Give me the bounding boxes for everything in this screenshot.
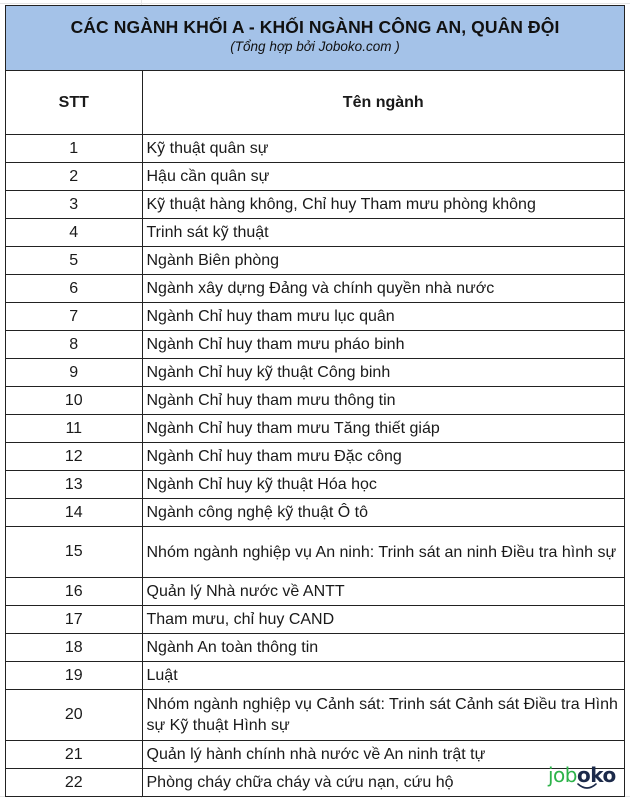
column-header-name: Tên ngành (142, 71, 624, 135)
table-row (6, 606, 624, 634)
major-name: Ngành Chỉ huy tham mưu Đặc công (142, 443, 624, 471)
row-number: 9 (6, 359, 142, 387)
major-name: Kỹ thuật hàng không, Chỉ huy Tham mưu phòng không (142, 191, 624, 219)
row-number: 19 (6, 662, 142, 690)
major-name: Nhóm ngành nghiệp vụ An ninh: Trinh sát an ninh Điều tra hình sự (142, 527, 624, 578)
row-number: 1 (6, 135, 142, 163)
major-name: Ngành Chỉ huy kỹ thuật Hóa học (142, 471, 624, 499)
row-number: 4 (6, 219, 142, 247)
row-number: 16 (6, 578, 142, 606)
row-number: 14 (6, 499, 142, 527)
major-name: Ngành Chỉ huy tham mưu Tăng thiết giáp (142, 415, 624, 443)
table-header-row (6, 71, 624, 135)
major-name: Hậu cần quân sự (142, 163, 624, 191)
major-name: Ngành công nghệ kỹ thuật Ô tô (142, 499, 624, 527)
table-row (6, 499, 624, 527)
joboko-watermark-logo (548, 763, 616, 793)
row-number: 15 (6, 527, 142, 578)
row-number: 8 (6, 331, 142, 359)
major-name: Quản lý hành chính nhà nước về An ninh trật tự (142, 741, 624, 769)
major-name: Ngành Chỉ huy kỹ thuật Công binh (142, 359, 624, 387)
major-name: Ngành Chỉ huy tham mưu pháo binh (142, 331, 624, 359)
table-row (6, 690, 624, 741)
column-header-stt: STT (6, 71, 142, 135)
major-name: Ngành xây dựng Đảng và chính quyền nhà nước (142, 275, 624, 303)
joboko-logo-icon (576, 783, 598, 791)
table-row (6, 135, 624, 163)
table-row (6, 415, 624, 443)
row-number: 10 (6, 387, 142, 415)
major-name: Trinh sát kỹ thuật (142, 219, 624, 247)
table-row (6, 634, 624, 662)
majors-table-sheet (5, 5, 625, 797)
major-name: Kỹ thuật quân sự (142, 135, 624, 163)
row-number: 2 (6, 163, 142, 191)
row-number: 5 (6, 247, 142, 275)
table-row (6, 741, 624, 769)
table-row (6, 769, 624, 797)
major-name: Nhóm ngành nghiệp vụ Cảnh sát: Trinh sát Cảnh sát Điều tra Hình sự Kỹ thuật Hình sự (142, 690, 624, 741)
page-title: CÁC NGÀNH KHỐI A - KHỐI NGÀNH CÔNG AN, QUÂN ĐỘI (70, 17, 560, 37)
table-row (6, 443, 624, 471)
major-name: Ngành Chỉ huy tham mưu lục quân (142, 303, 624, 331)
row-number: 6 (6, 275, 142, 303)
table-row (6, 275, 624, 303)
row-number: 22 (6, 769, 142, 797)
major-name: Ngành An toàn thông tin (142, 634, 624, 662)
table-row (6, 303, 624, 331)
major-name: Luật (142, 662, 624, 690)
table-row (6, 331, 624, 359)
major-name: Ngành Chỉ huy tham mưu thông tin (142, 387, 624, 415)
table-row (6, 578, 624, 606)
table-row (6, 359, 624, 387)
row-number: 13 (6, 471, 142, 499)
logo-text-navy: oko (577, 763, 616, 787)
row-number: 12 (6, 443, 142, 471)
title-banner (6, 6, 624, 71)
row-number: 18 (6, 634, 142, 662)
logo-text-green: job (548, 763, 577, 787)
row-number: 20 (6, 690, 142, 741)
table-row (6, 527, 624, 578)
row-number: 17 (6, 606, 142, 634)
major-name: Quản lý Nhà nước về ANTT (142, 578, 624, 606)
major-name: Phòng cháy chữa cháy và cứu nạn, cứu hộ (146, 774, 454, 791)
table-row (6, 219, 624, 247)
table-row (6, 247, 624, 275)
majors-table (6, 71, 624, 796)
major-name: Tham mưu, chỉ huy CAND (142, 606, 624, 634)
table-row (6, 163, 624, 191)
row-number: 3 (6, 191, 142, 219)
table-row (6, 387, 624, 415)
table-row (6, 662, 624, 690)
table-row (6, 191, 624, 219)
table-row (6, 471, 624, 499)
major-name: Ngành Biên phòng (142, 247, 624, 275)
page-subtitle: (Tổng hợp bởi Joboko.com ) (230, 39, 400, 54)
row-number: 11 (6, 415, 142, 443)
row-number: 21 (6, 741, 142, 769)
row-number: 7 (6, 303, 142, 331)
